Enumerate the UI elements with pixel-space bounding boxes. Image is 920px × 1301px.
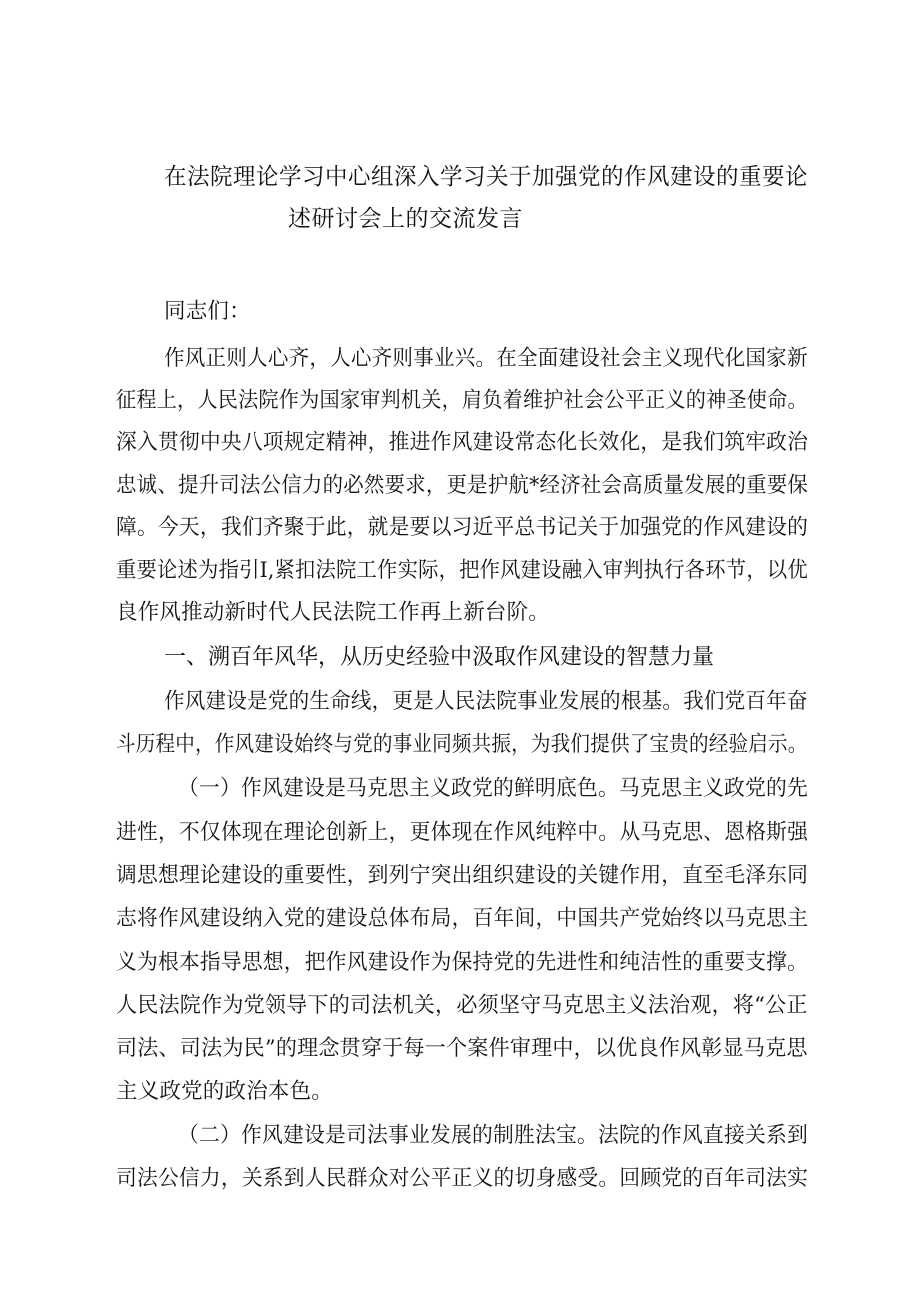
document-title-line-2: 述研讨会上的交流发言 — [288, 206, 523, 232]
paragraph-line: 义为根本指导思想，把作风建设作为保持党的先进性和纯洁性的重要支撑。 — [116, 950, 809, 975]
paragraph-line: 斗历程中，作风建设始终与党的事业同频共振，为我们提供了宝贵的经验启示。 — [116, 732, 808, 757]
paragraph-line: （一）作风建设是马克思主义政党的鲜明底色。马克思主义政党的先 — [178, 776, 808, 801]
salutation: 同志们： — [164, 299, 251, 324]
paragraph-line: 深入贯彻中央八项规定精神，推进作风建设常态化长效化，是我们筑牢政治 — [116, 430, 809, 455]
document-title-line-1: 在法院理论学习中心组深入学习关于加强党的作风建设的重要论 — [164, 164, 808, 190]
paragraph-line: 司法、司法为民”的理念贯穿于每一个案件审理中，以优良作风彰显马克思 — [116, 1036, 808, 1061]
paragraph-line: 司法公信力，关系到人民群众对公平正义的切身感受。回顾党的百年司法实 — [116, 1166, 809, 1191]
paragraph-line: 志将作风建设纳入党的建设总体布局，百年间，中国共产党始终以马克思主 — [116, 906, 809, 931]
paragraph-line: （二）作风建设是司法事业发展的制胜法宝。法院的作风直接关系到 — [178, 1123, 808, 1148]
paragraph-line: 征程上，人民法院作为国家审判机关，肩负着维护社会公平正义的神圣使命。 — [116, 388, 808, 413]
section-heading-1: 一、溯百年风华，从历史经验中汲取作风建设的智慧力量 — [164, 645, 715, 670]
paragraph-line: 作风正则人心齐，人心齐则事业兴。在全面建设社会主义现代化国家新 — [164, 346, 808, 371]
paragraph-line: 调思想理论建设的重要性，到列宁突出组织建设的关键作用，直至毛泽东同 — [116, 863, 809, 888]
paragraph-line: 良作风推动新时代人民法院工作再上新台阶。 — [116, 600, 551, 625]
paragraph-line: 忠诚、提升司法公信力的必然要求，更是护航*经济社会高质量发展的重要保 — [116, 473, 809, 498]
paragraph-line: 障。今天，我们齐聚于此，就是要以习近平总书记关于加强党的作风建设的 — [116, 515, 809, 540]
paragraph-line: 进性，不仅体现在理论创新上，更体现在作风纯粹中。从马克思、恩格斯强 — [116, 820, 809, 845]
paragraph-line: 重要论述为指引I,紧扣法院工作实际，把作风建设融入审判执行各环节，以优 — [116, 558, 808, 583]
paragraph-line: 作风建设是党的生命线，更是人民法院事业发展的根基。我们党百年奋 — [164, 689, 808, 714]
paragraph-line: 主义政党的政治本色。 — [116, 1079, 334, 1104]
paragraph-line: 人民法院作为党领导下的司法机关，必须坚守马克思主义法治观，将“公正 — [116, 993, 808, 1018]
